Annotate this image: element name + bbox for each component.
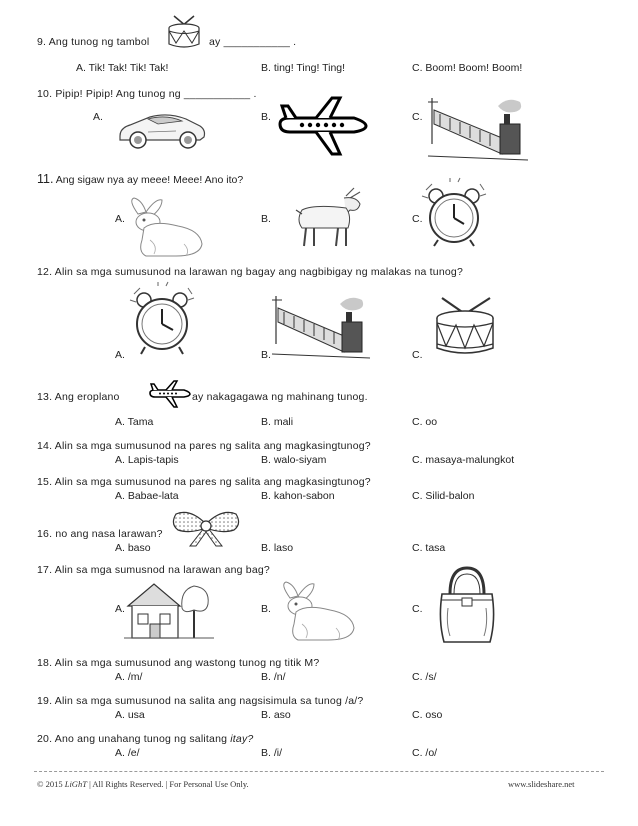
rights-text: | All Rights Reserved. | For Personal Use Only. [86,779,249,789]
q20-prompt [37,733,253,745]
rabbit-icon [124,196,206,258]
ribbon-bow-icon [170,508,242,548]
q18-option-b[interactable]: B. /n/ [261,671,286,683]
q20-option-a[interactable]: A. /e/ [115,747,140,759]
q13-prefix: 13. Ang eroplano [37,391,120,403]
q13-option-b[interactable]: B. mali [261,416,294,428]
rabbit-icon [276,580,358,642]
copyright-text: © 2015 [37,779,65,789]
q12-option-c[interactable]: C. [412,349,423,361]
q16-prompt: 16. no ang nasa larawan? [37,528,163,540]
house-icon [124,578,214,642]
q14-option-a[interactable]: A. Lapis-tapis [115,454,179,466]
q10-option-c[interactable]: C. [412,111,423,123]
q18-option-c[interactable]: C. /s/ [412,671,437,683]
q13-suffix: ay nakagagawa ng mahinang tunog. [192,391,368,403]
q19-option-c[interactable]: C. oso [412,709,443,721]
q15-option-a[interactable]: A. Babae-lata [115,490,179,502]
q11-number: 11. [37,172,54,186]
q17-option-b[interactable]: B. [261,603,271,615]
q11-option-b[interactable]: B. [261,213,271,225]
q18-prompt: 18. Alin sa mga sumusunod ang wastong tunog ng titik M? [37,657,320,669]
footer-copyright [37,779,249,789]
train-icon [272,288,370,360]
drum-icon [166,14,202,50]
airplane-icon [148,380,190,408]
q18-option-a[interactable]: A. /m/ [115,671,143,683]
footer-divider [34,771,604,772]
handbag-icon [436,564,498,646]
q11-text: Ang sigaw nya ay meee! Meee! Ano ito? [55,174,244,186]
brand-name: LiGhT [64,779,87,789]
q9-option-b[interactable]: B. ting! Ting! Ting! [261,62,346,74]
q9-option-c[interactable]: C. Boom! Boom! Boom! [412,62,523,74]
q12-option-b[interactable]: B. [261,349,271,361]
goat-icon [294,188,366,248]
q17-prompt: 17. Alin sa mga sumusnod na larawan ang bag? [37,564,270,576]
alarm-clock-icon [422,180,486,250]
q13-option-a[interactable]: A. Tama [115,416,154,428]
q10-prompt: 10. Pipip! Pipip! Ang tunog ng ___________ . [37,88,257,100]
q19-prompt: 19. Alin sa mga sumusunod na salita ang nagsisimula sa tunog /a/? [37,695,364,707]
q15-option-b[interactable]: B. kahon-sabon [261,490,335,502]
q10-option-b[interactable]: B. [261,111,271,123]
q16-option-b[interactable]: B. laso [261,542,294,554]
q9-option-a[interactable]: A. Tik! Tak! Tik! Tak! [76,62,169,74]
train-icon [428,88,528,162]
q11-option-a[interactable]: A. [115,213,125,225]
q16-option-a[interactable]: A. baso [115,542,151,554]
car-icon [116,104,208,152]
q19-option-b[interactable]: B. aso [261,709,291,721]
q16-option-c[interactable]: C. tasa [412,542,446,554]
q20-option-c[interactable]: C. /o/ [412,747,438,759]
airplane-icon [276,96,368,156]
q10-option-a[interactable]: A. [93,111,103,123]
footer-site[interactable]: www.slideshare.net [508,779,575,789]
q12-option-a[interactable]: A. [115,349,125,361]
q11-option-c[interactable]: C. [412,213,423,225]
q20-prefix: 20. Ano ang unahang tunog ng salitang [37,733,231,745]
q20-italic-word: itay? [230,733,254,745]
q15-prompt: 15. Alin sa mga sumusunod na pares ng salita ang magkasingtunog? [37,476,371,488]
q11-prompt [37,172,243,186]
q13-option-c[interactable]: C. oo [412,416,438,428]
drum-icon [432,296,498,360]
q15-option-c[interactable]: C. Silid-balon [412,490,475,502]
q17-option-c[interactable]: C. [412,603,423,615]
q12-prompt: 12. Alin sa mga sumusunod na larawan ng bagay ang nagbibigay ng malakas na tunog? [37,266,463,278]
q9-prefix: 9. Ang tunog ng tambol [37,36,150,48]
q14-prompt: 14. Alin sa mga sumusunod na pares ng salita ang magkasingtunog? [37,440,371,452]
q14-option-b[interactable]: B. walo-siyam [261,454,327,466]
q14-option-c[interactable]: C. masaya-malungkot [412,454,515,466]
q17-option-a[interactable]: A. [115,603,125,615]
q9-suffix: ay ___________ . [209,36,297,48]
q9-prompt [37,36,149,48]
alarm-clock-icon [130,284,194,356]
q20-option-b[interactable]: B. /i/ [261,747,283,759]
q19-option-a[interactable]: A. usa [115,709,145,721]
